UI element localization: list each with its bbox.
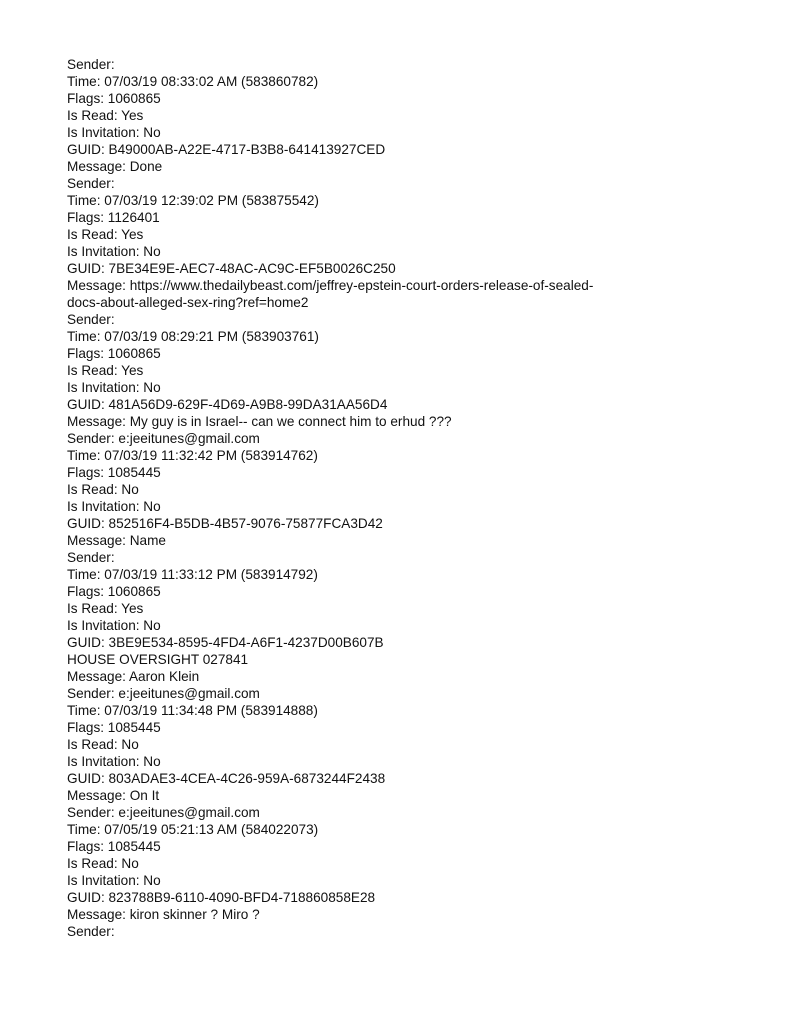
log-line: Is Invitation: No: [67, 244, 161, 259]
log-line: Message: Done: [67, 159, 163, 174]
log-line: GUID: 803ADAE3-4CEA-4C26-959A-6873244F2438: [67, 771, 386, 786]
log-line: Flags: 1126401: [67, 210, 160, 225]
log-line: Sender: e:jeeitunes@gmail.com: [67, 431, 260, 446]
log-line: Is Read: Yes: [67, 363, 144, 378]
log-line: docs-about-alleged-sex-ring?ref=home2: [67, 295, 309, 310]
log-line: Flags: 1085445: [67, 720, 161, 735]
log-line: Is Invitation: No: [67, 754, 161, 769]
log-line: Time: 07/03/19 12:39:02 PM (583875542): [67, 193, 319, 208]
log-line: GUID: 481A56D9-629F-4D69-A9B8-99DA31AA56D4: [67, 397, 388, 412]
document-stamp: HOUSE OVERSIGHT 027841: [67, 652, 249, 667]
log-line: Flags: 1060865: [67, 91, 161, 106]
log-line: Is Invitation: No: [67, 499, 161, 514]
log-line: Is Read: Yes: [67, 227, 144, 242]
log-line: GUID: 823788B9-6110-4090-BFD4-718860858E28: [67, 890, 376, 905]
log-line: Is Read: Yes: [67, 108, 144, 123]
log-line: Message: kiron skinner ? Miro ?: [67, 907, 260, 922]
log-line: Sender:: [67, 176, 115, 191]
log-line: Is Read: No: [67, 482, 139, 497]
log-line: Flags: 1060865: [67, 584, 161, 599]
log-line: Time: 07/03/19 11:33:12 PM (583914792): [67, 567, 318, 582]
log-line: Time: 07/05/19 05:21:13 AM (584022073): [67, 822, 319, 837]
log-line: Time: 07/03/19 08:33:02 AM (583860782): [67, 74, 319, 89]
log-line: Message: Aaron Klein: [67, 669, 200, 684]
log-line: Time: 07/03/19 11:34:48 PM (583914888): [67, 703, 318, 718]
log-line: Is Read: No: [67, 737, 139, 752]
log-line: Is Read: No: [67, 856, 139, 871]
log-line: Is Invitation: No: [67, 125, 161, 140]
log-line: Sender:: [67, 57, 115, 72]
log-line: Is Invitation: No: [67, 618, 161, 633]
log-line: Is Invitation: No: [67, 873, 161, 888]
log-line: Time: 07/03/19 08:29:21 PM (583903761): [67, 329, 319, 344]
log-line: Message: My guy is in Israel-- can we connect him to erhud ???: [67, 414, 452, 429]
log-line: Sender:: [67, 924, 115, 939]
log-line: GUID: 852516F4-B5DB-4B57-9076-75877FCA3D42: [67, 516, 383, 531]
log-line: Sender: e:jeeitunes@gmail.com: [67, 686, 260, 701]
log-line: GUID: 7BE34E9E-AEC7-48AC-AC9C-EF5B0026C250: [67, 261, 396, 276]
log-line: Is Read: Yes: [67, 601, 144, 616]
log-line: Sender:: [67, 550, 115, 565]
log-line: Message: On It: [67, 788, 160, 803]
log-line: Sender:: [67, 312, 115, 327]
log-line: GUID: B49000AB-A22E-4717-B3B8-641413927CED: [67, 142, 386, 157]
log-line: Flags: 1060865: [67, 346, 161, 361]
log-line: Flags: 1085445: [67, 839, 161, 854]
log-line: Message: Name: [67, 533, 166, 548]
message-log: [67, 56, 767, 940]
log-line: Is Invitation: No: [67, 380, 161, 395]
log-line: GUID: 3BE9E534-8595-4FD4-A6F1-4237D00B607B: [67, 635, 384, 650]
log-line: Sender: e:jeeitunes@gmail.com: [67, 805, 260, 820]
log-line: Message: https://www.thedailybeast.com/jeffrey-epstein-court-orders-release-of-sealed-: [67, 278, 594, 293]
log-line: Flags: 1085445: [67, 465, 161, 480]
log-line: Time: 07/03/19 11:32:42 PM (583914762): [67, 448, 318, 463]
